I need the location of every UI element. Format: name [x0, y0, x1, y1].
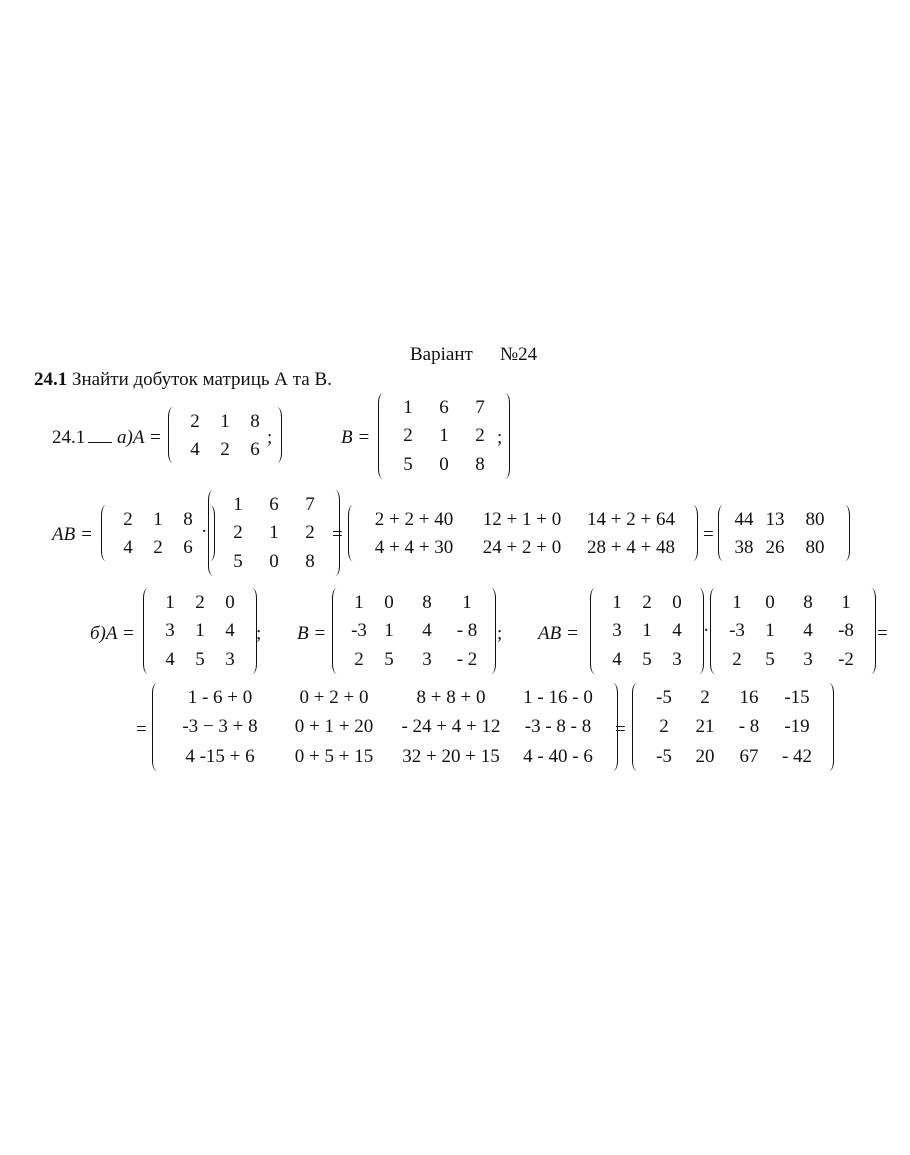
left-paren [208, 490, 218, 576]
matrix-cells [342, 588, 486, 674]
matrix-cell: 1 [233, 493, 243, 515]
matrix-cell: 4 [422, 620, 432, 642]
right-paren [688, 505, 698, 561]
part-a-number: 24.1 [52, 427, 86, 448]
part-a-ab-matrix-b [208, 490, 340, 576]
matrix-cells [178, 407, 272, 463]
matrix-cell: 1 [403, 396, 413, 418]
matrix-cell: 1 - 6 + 0 [187, 687, 253, 709]
matrix-cell: -3 − 3 + 8 [182, 716, 258, 738]
matrix-cell: 5 [642, 649, 652, 671]
matrix-cell: -5 [656, 745, 672, 767]
part-b-ab-label: AB = [538, 623, 579, 644]
matrix-cell: -3 - 8 - 8 [524, 716, 592, 738]
matrix-cell: 2 [195, 591, 205, 613]
matrix-cell: -2 [838, 649, 854, 671]
matrix-cell: 5 [765, 649, 775, 671]
matrix-cell: 0 [225, 591, 235, 613]
left-paren [348, 505, 358, 561]
matrix-cell: 4 [165, 649, 175, 671]
matrix-cell: 8 [475, 454, 485, 476]
matrix-cell: -3 [729, 620, 745, 642]
matrix-cell: 8 [803, 591, 813, 613]
matrix-cell: -19 [784, 716, 810, 738]
matrix-cell: 4 [123, 536, 133, 558]
matrix-cells [162, 683, 608, 771]
matrix-cell: 6 [183, 536, 193, 558]
matrix-cell: - 8 [738, 716, 760, 738]
task-text: Знайти добуток матриць А та В. [72, 369, 332, 390]
matrix-cell: 0 [269, 551, 279, 573]
matrix-cell: 1 [220, 410, 230, 432]
matrix-cell: 13 [765, 508, 785, 530]
part-a-ab-label: AB = [52, 524, 93, 545]
matrix-cell: 5 [233, 551, 243, 573]
matrix-cell: 1 [439, 425, 449, 447]
matrix-cell: 32 + 20 + 15 [402, 745, 500, 767]
left-paren [101, 505, 111, 561]
matrix-cell: 4 [225, 620, 235, 642]
matrix-cell: 0 [765, 591, 775, 613]
matrix-cell: 1 [732, 591, 742, 613]
matrix-cell: 2 [190, 410, 200, 432]
matrix-cell: -8 [838, 620, 854, 642]
part-b-matrix-b-label: B = [297, 623, 327, 644]
equals-sign: = [332, 524, 343, 545]
matrix-cell: 1 [195, 620, 205, 642]
matrix-cell: 26 [765, 536, 785, 558]
matrix-cell: 5 [403, 454, 413, 476]
right-paren [272, 407, 282, 463]
matrix-cell: 1 [612, 591, 622, 613]
matrix-cell: -5 [656, 687, 672, 709]
part-a-matrix-a [168, 407, 282, 463]
multiply-dot: · [703, 620, 710, 641]
semicolon: ; [256, 623, 262, 644]
left-paren [590, 588, 600, 674]
matrix-cell: 2 [305, 522, 315, 544]
left-paren [710, 588, 720, 674]
variant-label: Варіант [410, 344, 473, 365]
matrix-cell: 80 [805, 536, 825, 558]
matrix-cell: 8 [422, 591, 432, 613]
left-paren [378, 393, 388, 479]
matrix-cell: 24 + 2 + 0 [482, 536, 562, 558]
matrix-cell: 3 [422, 649, 432, 671]
matrix-cell: 38 [734, 536, 754, 558]
part-b-label: б) [90, 623, 106, 644]
matrix-cell: 1 - 16 - 0 [523, 687, 593, 709]
matrix-cell: 0 [384, 591, 394, 613]
matrix-cell: 1 [841, 591, 851, 613]
part-b-matrix-a-label [90, 624, 135, 643]
matrix-cell: 7 [305, 493, 315, 515]
matrix-cell: 6 [250, 438, 260, 460]
matrix-cell: 2 [475, 425, 485, 447]
matrix-cell: 4 + 4 + 30 [374, 536, 454, 558]
matrix-cell: 8 [183, 508, 193, 530]
matrix-cell: 3 [225, 649, 235, 671]
matrix-cell: 80 [805, 508, 825, 530]
part-b-matrix-b [332, 588, 496, 674]
matrix-cell: 4 [672, 620, 682, 642]
matrix-cell: 0 [672, 591, 682, 613]
part-a-expanded-matrix [348, 505, 698, 561]
variant-number: №24 [500, 344, 538, 365]
matrix-cell: 7 [475, 396, 485, 418]
matrix-cell: 1 [384, 620, 394, 642]
blank-underline [88, 428, 112, 443]
matrix-cell: 6 [269, 493, 279, 515]
matrix-cell: 16 [739, 687, 759, 709]
matrix-cell: 28 + 4 + 48 [587, 536, 675, 558]
matrix-cell: -3 [351, 620, 367, 642]
matrix-cell: 1 [765, 620, 775, 642]
matrix-cell: 2 [354, 649, 364, 671]
left-paren [143, 588, 153, 674]
part-b-ab-matrix-a [590, 588, 704, 674]
matrix-cell: 2 [642, 591, 652, 613]
matrix-cell: 0 + 1 + 20 [294, 716, 374, 738]
matrix-cell: 1 [642, 620, 652, 642]
matrix-cell: 1 [165, 591, 175, 613]
equals-sign: = [703, 524, 714, 545]
task-line [34, 370, 332, 389]
right-paren [840, 505, 850, 561]
task-number: 24.1 [34, 369, 68, 390]
matrix-cell: 0 + 5 + 15 [294, 745, 374, 767]
matrix-cells [600, 588, 694, 674]
matrix-cell: -15 [784, 687, 810, 709]
part-b-matrix-a [143, 588, 257, 674]
matrix-cell: 2 [220, 438, 230, 460]
matrix-cell: 2 [700, 687, 710, 709]
matrix-cells [720, 588, 866, 674]
matrix-cell: 2 [153, 536, 163, 558]
matrix-cell: 8 [305, 551, 315, 573]
part-b-expanded-matrix [152, 683, 618, 771]
matrix-cell: 0 + 2 + 0 [299, 687, 369, 709]
matrix-cells [218, 490, 330, 576]
equals-sign: = [615, 719, 626, 740]
part-b-a-label: A = [105, 623, 135, 644]
part-b-ab-matrix-b [710, 588, 876, 674]
matrix-cell: 1 [269, 522, 279, 544]
matrix-cells [111, 505, 208, 561]
matrix-cell: 3 [672, 649, 682, 671]
matrix-cell: 14 + 2 + 64 [587, 508, 675, 530]
matrix-cell: - 24 + 4 + 12 [401, 716, 501, 738]
part-b-result-matrix [632, 683, 834, 771]
matrix-cell: 1 [354, 591, 364, 613]
matrix-cell: 8 [250, 410, 260, 432]
matrix-cell: 67 [739, 745, 759, 767]
part-a-label: а) [117, 427, 133, 448]
matrix-cell: 4 -15 + 6 [185, 745, 255, 767]
matrix-cell: 44 [734, 508, 754, 530]
matrix-cell: 1 [153, 508, 163, 530]
matrix-cell: 1 [462, 591, 472, 613]
matrix-cell: - 2 [456, 649, 478, 671]
left-paren [168, 407, 178, 463]
multiply-dot: · [201, 521, 208, 542]
matrix-cell: 12 + 1 + 0 [482, 508, 562, 530]
matrix-cell: 3 [165, 620, 175, 642]
semicolon: ; [497, 427, 503, 448]
matrix-cell: 2 + 2 + 40 [374, 508, 454, 530]
left-paren [152, 683, 162, 771]
part-a-prefix [52, 428, 162, 447]
left-paren [718, 505, 728, 561]
matrix-cell: - 8 [456, 620, 478, 642]
right-paren [824, 683, 834, 771]
part-a-matrix-a-label: A = [132, 427, 162, 448]
matrix-cell: 3 [612, 620, 622, 642]
equals-sign: = [877, 623, 888, 644]
right-paren [866, 588, 876, 674]
matrix-cells [153, 588, 247, 674]
matrix-cell: 4 [190, 438, 200, 460]
semicolon: ; [267, 427, 273, 448]
equals-sign: = [136, 719, 147, 740]
matrix-cell: 4 [803, 620, 813, 642]
matrix-cell: 3 [803, 649, 813, 671]
right-paren [486, 588, 496, 674]
part-a-result-matrix [718, 505, 850, 561]
matrix-cells [388, 393, 503, 479]
matrix-cells [642, 683, 824, 771]
matrix-cell: 2 [732, 649, 742, 671]
matrix-cell: 6 [439, 396, 449, 418]
semicolon: ; [497, 623, 503, 644]
matrix-cell: 21 [695, 716, 715, 738]
matrix-cell: 2 [403, 425, 413, 447]
left-paren [332, 588, 342, 674]
matrix-cell: 2 [123, 508, 133, 530]
matrix-cell: 2 [659, 716, 669, 738]
matrix-cell: 5 [384, 649, 394, 671]
matrix-cell: 8 + 8 + 0 [416, 687, 486, 709]
matrix-cell: 4 - 40 - 6 [523, 745, 593, 767]
left-paren [632, 683, 642, 771]
part-a-ab-matrix-a [101, 505, 215, 561]
matrix-cell: - 42 [781, 745, 813, 767]
matrix-cells [728, 505, 840, 561]
matrix-cell: 2 [233, 522, 243, 544]
matrix-cell: 4 [612, 649, 622, 671]
matrix-cell: 0 [439, 454, 449, 476]
matrix-cells [358, 505, 688, 561]
part-a-matrix-b [378, 393, 510, 479]
matrix-cell: 20 [695, 745, 715, 767]
part-a-matrix-b-label: B = [341, 427, 371, 448]
matrix-cell: 5 [195, 649, 205, 671]
